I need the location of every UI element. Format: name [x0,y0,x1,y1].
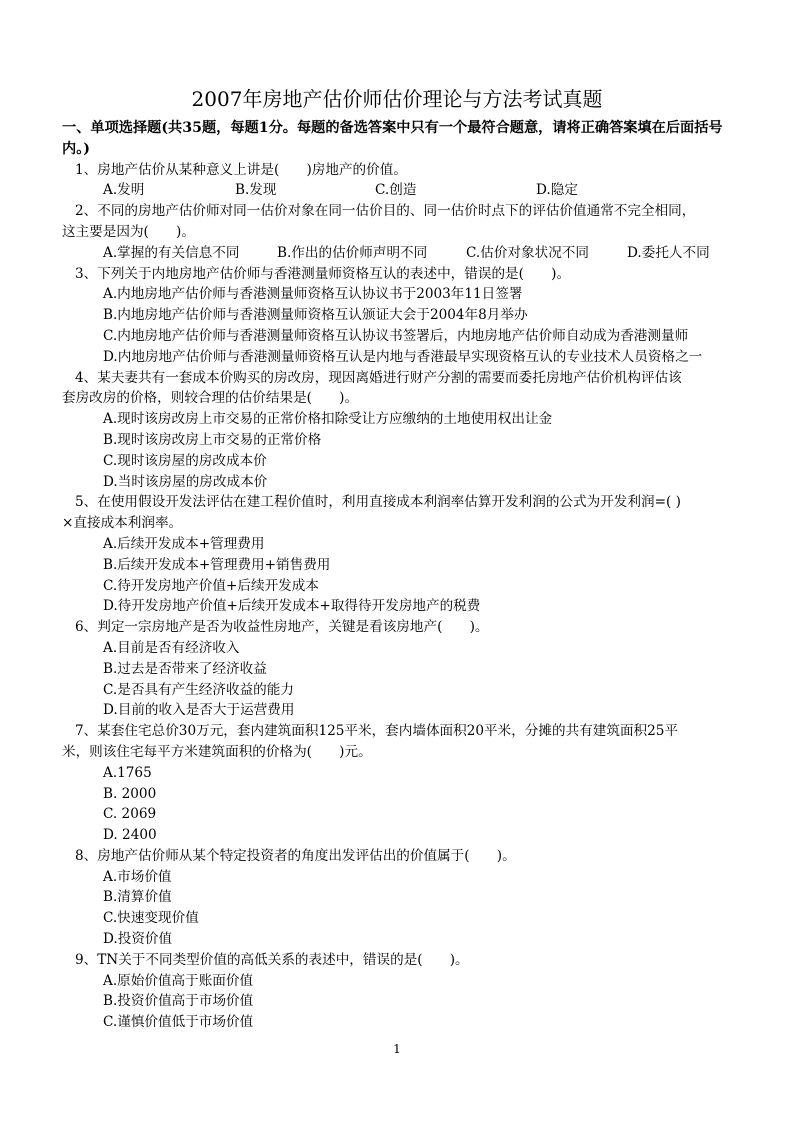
answer-option: D.目前的收入是否大于运营费用 [103,702,295,719]
answer-option: A.现时该房改房上市交易的正常价格扣除受让方应缴纳的土地使用权出让金 [103,411,553,428]
answer-option: B.投资价值高于市场价值 [103,993,254,1010]
answer-option: C.待开发房地产价值+后续开发成本 [103,577,319,594]
question-stem-line: 4、某夫妻共有一套成本价购买的房改房，现因离婚进行财产分割的需要而委托房地产估价机构评估该 [75,369,682,386]
question-3 [62,264,742,368]
answer-option: A.内地房地产估价师与香港测量师资格互认协议书于2003年11日签署 [103,286,523,303]
question-stem-line: ×直接成本利润率。 [62,515,183,532]
answer-option: B. 2000 [103,785,157,802]
answer-option: D.委托人不同 [627,244,710,261]
section-header-line: 一、单项选择题(共35题，每题1分。每题的备选答案中只有一个最符合题意，请将正确答案填在后面括号 [62,120,723,136]
answer-option: C.内地房地产估价师与香港测量师资格互认协议书签署后，内地房地产估价师自动成为香港测量师 [103,327,689,344]
question-stem-line: 3、下列关于内地房地产估价师与香港测量师资格互认的表述中，错误的是( )。 [75,265,571,282]
question-stem-line: 5、在使用假设开发法评估在建工程价值时，利用直接成本利润率估算开发利润的公式为开发利润=( ) [75,494,681,511]
answer-option: B.现时该房改房上市交易的正常价格 [103,431,322,448]
question-9 [62,950,742,1033]
options-row [62,243,742,264]
answer-option: B.作出的估价师声明不同 [277,244,428,261]
answer-option: C.估价对象状况不同 [466,244,589,261]
question-stem-line: 这主要是因为( )。 [62,223,195,240]
answer-option: D.待开发房地产价值+后续开发成本+取得待开发房地产的税费 [103,598,481,615]
answer-option: C.谨慎价值低于市场价值 [103,1014,254,1031]
answer-option: A.掌握的有关信息不同 [103,244,240,261]
question-7 [62,721,742,846]
answer-option: A.目前是否有经济收入 [103,639,240,656]
answer-option: C.是否具有产生经济收益的能力 [103,681,294,698]
answer-option: B.过去是否带来了经济收益 [103,660,267,677]
answer-option: A.市场价值 [103,868,172,885]
answer-option: C.现时该房屋的房改成本价 [103,452,267,469]
answer-option: B.清算价值 [103,889,172,906]
question-4 [62,368,742,493]
answer-option: D. 2400 [103,827,157,844]
answer-option: D.当时该房屋的房改成本价 [103,473,268,490]
question-stem-line: 1、房地产估价从某种意义上讲是( )房地产的价值。 [75,161,407,178]
question-1 [62,160,742,202]
question-5 [62,492,742,617]
answer-option: C.快速变现价值 [103,910,199,927]
answer-option: A.1765 [103,764,152,781]
question-2 [62,201,742,263]
answer-option: A.发明 [103,182,145,199]
answer-option: B.发现 [235,182,277,199]
answer-option: C. 2069 [103,806,157,823]
question-stem-line: 2、不同的房地产估价师对同一估价对象在同一估价目的、同一估价时点下的评估价值通常不完全相同， [75,203,696,220]
section-header-line: 内。) [62,140,90,157]
answer-option: A.后续开发成本+管理费用 [103,535,265,552]
page-number: 1 [393,1042,401,1056]
question-stem-line: 9、TN关于不同类型价值的高低关系的表述中，错误的是( )。 [75,951,469,968]
answer-option: A.原始价值高于账面价值 [103,972,254,989]
question-stem-line: 米，则该住宅每平方米建筑面积的价格为( )元。 [62,743,372,760]
question-8 [62,846,742,950]
question-stem-line: 8、房地产估价师从某个特定投资者的角度出发评估出的价值属于( )。 [75,847,516,864]
answer-option: D.投资价值 [103,931,173,948]
answer-option: C.创造 [375,182,417,199]
document-title: 2007年房地产估价师估价理论与方法考试真题 [191,87,603,111]
answer-option: D.隐定 [536,182,578,199]
options-row [62,180,742,201]
answer-option: D.内地房地产估价师与香港测量师资格互认是内地与香港最早实现资格互认的专业技术人员资格之一 [103,348,703,365]
question-stem-line: 套房改房的价格，则较合理的估价结果是( )。 [62,390,359,407]
question-stem-line: 6、判定一宗房地产是否为收益性房地产，关键是看该房地产( )。 [75,619,489,636]
answer-option: B.内地房地产估价师与香港测量师资格互认颁证大会于2004年8月举办 [103,307,528,324]
answer-option: B.后续开发成本+管理费用+销售费用 [103,556,331,573]
document-body [62,118,742,1033]
question-6 [62,617,742,721]
question-stem-line: 7、某套住宅总价30万元，套内建筑面积125平米，套内墙体面积20平米，分摊的共有建筑面积25平 [75,723,679,740]
